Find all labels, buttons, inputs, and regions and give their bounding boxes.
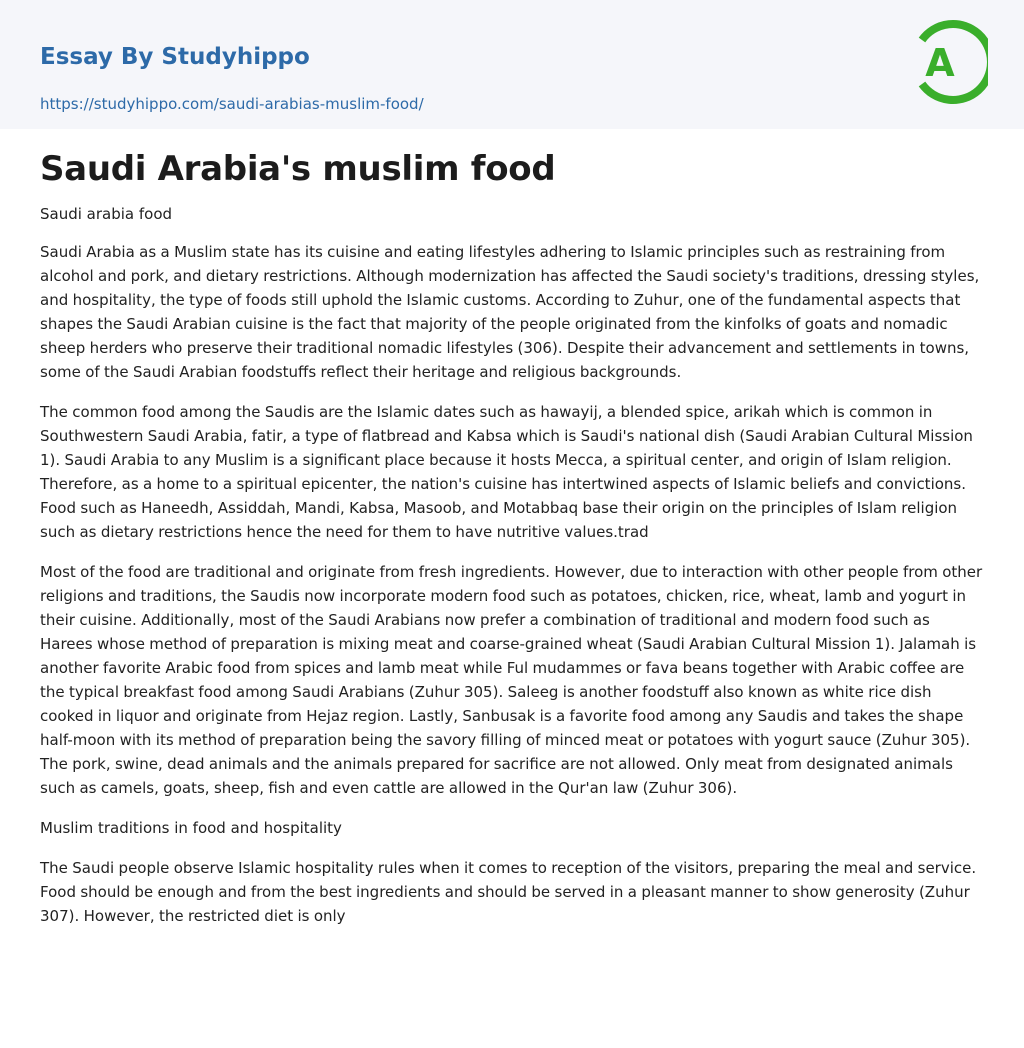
essay-url-link[interactable]: https://studyhippo.com/saudi-arabias-muslim-food/ xyxy=(40,95,424,113)
essay-paragraph-1: Saudi Arabia as a Muslim state has its cuisine and eating lifestyles adhering to Islamic principles such as restraining from alcohol and pork, and dietary restrictions. Although modernization has affected the Saudi society's traditions, dressing styles, and hospitality, the type of foods still uphold the Islamic customs. According to Zuhur, one of the fundamental aspects that shapes the Saudi Arabian cuisine is the fact that majority of the people originated from the kinfolks of goats and nomadic sheep herders who preserve their traditional nomadic lifestyles (306). Despite their advancement and settlements in towns, some of the Saudi Arabian foodstuffs reflect their heritage and religious backgrounds. xyxy=(40,243,980,381)
essay-paragraph-2: The common food among the Saudis are the Islamic dates such as hawayij, a blended spice, arikah which is common in Southwestern Saudi Arabia, fatir, a type of flatbread and Kabsa which is Saudi's national dish (Saudi Arabian Cultural Mission 1). Saudi Arabia to any Muslim is a significant place because it hosts Mecca, a spiritual center, and origin of Islam religion. Therefore, as a home to a spiritual epicenter, the nation's cuisine has intertwined aspects of Islamic beliefs and convictions. Food such as Haneedh, Assiddah, Mandi, Kabsa, Masoob, and Motabbaq base their origin on the principles of Islam religion such as dietary restrictions hence the need for them to have nutritive values.trad xyxy=(40,403,973,541)
page-title: Saudi Arabia's muslim food xyxy=(40,149,556,189)
essay-content xyxy=(0,147,1024,928)
site-header xyxy=(0,0,1024,129)
section-heading: Muslim traditions in food and hospitality xyxy=(40,819,342,837)
studyhippo-logo[interactable] xyxy=(912,18,988,106)
essay-paragraph-4: The Saudi people observe Islamic hospitality rules when it comes to reception of the visitors, preparing the meal and service. Food should be enough and from the best ingredients and should be served in a pleasant manner to show generosity (Zuhur 307). However, the restricted diet is only xyxy=(40,859,977,925)
essay-paragraph-3: Most of the food are traditional and originate from fresh ingredients. However, due to interaction with other people from other religions and traditions, the Saudis now incorporate modern food such as potatoes, chicken, rice, wheat, lamb and yogurt in their cuisine. Additionally, most of the Saudi Arabians now prefer a combination of traditional and modern food such as Harees whose method of preparation is mixing meat and coarse-grained wheat (Saudi Arabian Cultural Mission 1). Jalamah is another favorite Arabic food from spices and lamb meat while Ful mudammes or fava beans together with Arabic coffee are the typical breakfast food among Saudi Arabians (Zuhur 305). Saleeg is another foodstuff also known as white rice dish cooked in liquor and originate from Hejaz region. Lastly, Sanbusak is a favorite food among any Saudis and takes the shape half-moon with its method of preparation being the savory filling of minced meat or potatoes with yogurt sauce (Zuhur 305). The pork, swine, dead animals and the animals prepared for sacrifice are not allowed. Only meat from designated animals such as camels, goats, sheep, fish and even cattle are allowed in the Qur'an law (Zuhur 306). xyxy=(40,563,983,797)
essay-subtitle: Saudi arabia food xyxy=(40,205,173,223)
logo-a-icon xyxy=(912,18,988,106)
site-brand[interactable]: Essay By Studyhippo xyxy=(40,44,310,70)
logo-letter: A xyxy=(925,41,955,85)
